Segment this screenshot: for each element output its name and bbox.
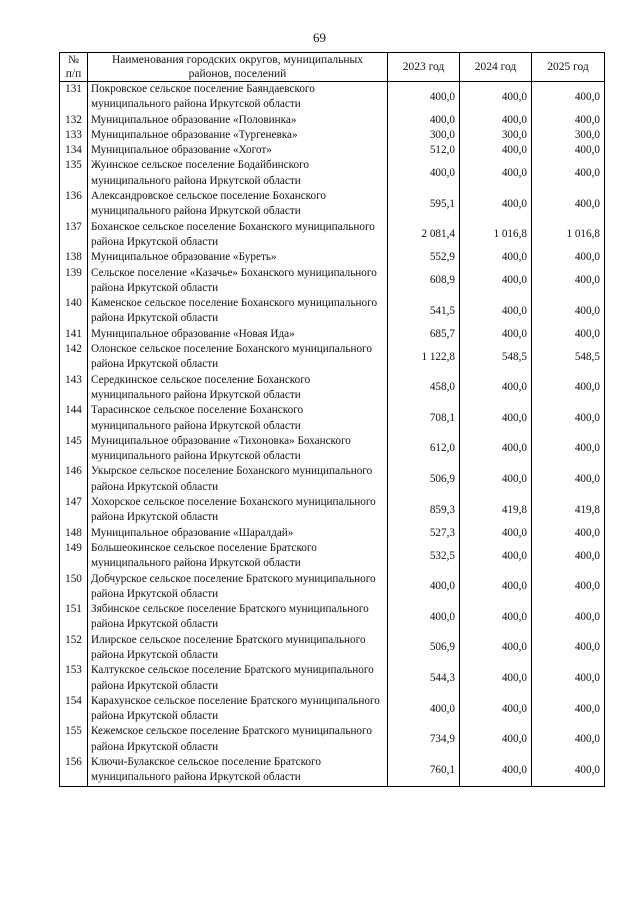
row-value-2023: 1 122,8 — [388, 342, 460, 373]
row-value-2024: 400,0 — [460, 158, 532, 189]
row-name: Сельское поселение «Казачье» Боханского муниципального района Иркутской области — [88, 266, 388, 297]
row-value-2024: 400,0 — [460, 373, 532, 404]
table-row — [60, 755, 605, 786]
row-value-2024: 400,0 — [460, 250, 532, 265]
table-row — [60, 158, 605, 189]
table-row — [60, 663, 605, 694]
table-row — [60, 373, 605, 404]
row-name: Большеокинское сельское поселение Братского муниципального района Иркутской области — [88, 541, 388, 572]
col-header-name: Наименования городских округов, муниципальных районов, поселений — [88, 53, 388, 82]
table-row — [60, 724, 605, 755]
row-value-2025: 400,0 — [532, 663, 605, 694]
row-value-2025: 400,0 — [532, 189, 605, 220]
row-number: 140 — [60, 296, 88, 327]
row-value-2024: 400,0 — [460, 296, 532, 327]
row-value-2024: 400,0 — [460, 143, 532, 158]
row-value-2025: 400,0 — [532, 633, 605, 664]
row-value-2024: 1 016,8 — [460, 220, 532, 251]
row-number: 138 — [60, 250, 88, 265]
row-number: 152 — [60, 633, 88, 664]
row-value-2025: 400,0 — [532, 143, 605, 158]
row-name: Олонское сельское поселение Боханского муниципального района Иркутской области — [88, 342, 388, 373]
row-value-2025: 400,0 — [532, 694, 605, 725]
row-number: 153 — [60, 663, 88, 694]
row-value-2023: 734,9 — [388, 724, 460, 755]
row-value-2024: 400,0 — [460, 189, 532, 220]
row-value-2023: 608,9 — [388, 266, 460, 297]
row-number: 155 — [60, 724, 88, 755]
table-row — [60, 694, 605, 725]
row-number: 147 — [60, 495, 88, 526]
row-name: Жуинское сельское поселение Бодайбинского муниципального района Иркутской области — [88, 158, 388, 189]
row-name: Кежемское сельское поселение Братского муниципального района Иркутской области — [88, 724, 388, 755]
row-value-2025: 400,0 — [532, 572, 605, 603]
row-number: 156 — [60, 755, 88, 786]
row-number: 151 — [60, 602, 88, 633]
row-value-2024: 400,0 — [460, 434, 532, 465]
table-row — [60, 526, 605, 541]
row-name: Илирское сельское поселение Братского муниципального района Иркутской области — [88, 633, 388, 664]
row-number: 144 — [60, 403, 88, 434]
row-value-2023: 532,5 — [388, 541, 460, 572]
row-name: Муниципальное образование «Половинка» — [88, 113, 388, 128]
row-value-2025: 400,0 — [532, 602, 605, 633]
table-row — [60, 82, 605, 113]
row-number: 131 — [60, 82, 88, 113]
row-value-2025: 400,0 — [532, 296, 605, 327]
row-value-2024: 400,0 — [460, 572, 532, 603]
table-row — [60, 266, 605, 297]
row-name: Добчурское сельское поселение Братского муниципального района Иркутской области — [88, 572, 388, 603]
row-number: 134 — [60, 143, 88, 158]
row-number: 145 — [60, 434, 88, 465]
row-value-2023: 458,0 — [388, 373, 460, 404]
table-row — [60, 434, 605, 465]
col-header-2023: 2023 год — [388, 53, 460, 82]
row-number: 142 — [60, 342, 88, 373]
table-row — [60, 189, 605, 220]
row-number: 143 — [60, 373, 88, 404]
row-value-2025: 400,0 — [532, 464, 605, 495]
row-value-2023: 506,9 — [388, 633, 460, 664]
row-name: Середкинское сельское поселение Боханского муниципального района Иркутской области — [88, 373, 388, 404]
row-value-2025: 400,0 — [532, 755, 605, 786]
row-value-2024: 400,0 — [460, 694, 532, 725]
row-value-2024: 400,0 — [460, 266, 532, 297]
table-row — [60, 602, 605, 633]
row-value-2024: 300,0 — [460, 128, 532, 143]
row-value-2025: 400,0 — [532, 724, 605, 755]
row-number: 136 — [60, 189, 88, 220]
row-name: Александровское сельское поселение Боханского муниципального района Иркутской области — [88, 189, 388, 220]
table-row — [60, 113, 605, 128]
table-row — [60, 296, 605, 327]
row-number: 148 — [60, 526, 88, 541]
row-value-2023: 552,9 — [388, 250, 460, 265]
row-value-2023: 595,1 — [388, 189, 460, 220]
table-row — [60, 464, 605, 495]
budget-table — [59, 52, 605, 787]
row-value-2023: 541,5 — [388, 296, 460, 327]
row-number: 150 — [60, 572, 88, 603]
row-number: 146 — [60, 464, 88, 495]
row-value-2024: 400,0 — [460, 663, 532, 694]
row-name: Покровское сельское поселение Баяндаевского муниципального района Иркутской области — [88, 82, 388, 113]
row-value-2024: 400,0 — [460, 403, 532, 434]
col-header-num: № п/п — [60, 53, 88, 82]
row-number: 135 — [60, 158, 88, 189]
row-value-2024: 400,0 — [460, 724, 532, 755]
row-name: Боханское сельское поселение Боханского муниципального района Иркутской области — [88, 220, 388, 251]
row-number: 149 — [60, 541, 88, 572]
table-row — [60, 342, 605, 373]
table-row — [60, 143, 605, 158]
table-row — [60, 572, 605, 603]
row-value-2023: 685,7 — [388, 327, 460, 342]
table-body — [60, 82, 605, 787]
row-value-2024: 400,0 — [460, 113, 532, 128]
row-number: 132 — [60, 113, 88, 128]
row-value-2024: 400,0 — [460, 602, 532, 633]
row-value-2025: 400,0 — [532, 113, 605, 128]
row-value-2023: 400,0 — [388, 694, 460, 725]
table-row — [60, 128, 605, 143]
row-value-2023: 506,9 — [388, 464, 460, 495]
row-value-2025: 400,0 — [532, 250, 605, 265]
row-value-2024: 400,0 — [460, 633, 532, 664]
row-value-2023: 400,0 — [388, 82, 460, 113]
table-row — [60, 250, 605, 265]
row-number: 141 — [60, 327, 88, 342]
row-name: Карахунское сельское поселение Братского муниципального района Иркутской области — [88, 694, 388, 725]
row-name: Укырское сельское поселение Боханского муниципального района Иркутской области — [88, 464, 388, 495]
row-value-2025: 400,0 — [532, 158, 605, 189]
row-value-2024: 548,5 — [460, 342, 532, 373]
row-number: 139 — [60, 266, 88, 297]
row-value-2024: 400,0 — [460, 464, 532, 495]
row-name: Каменское сельское поселение Боханского муниципального района Иркутской области — [88, 296, 388, 327]
col-header-2024: 2024 год — [460, 53, 532, 82]
col-header-2025: 2025 год — [532, 53, 605, 82]
table-row — [60, 327, 605, 342]
row-value-2023: 527,3 — [388, 526, 460, 541]
row-name: Муниципальное образование «Хогот» — [88, 143, 388, 158]
row-name: Муниципальное образование «Тургеневка» — [88, 128, 388, 143]
table-row — [60, 633, 605, 664]
row-name: Муниципальное образование «Тихоновка» Боханского муниципального района Иркутской области — [88, 434, 388, 465]
row-value-2024: 400,0 — [460, 82, 532, 113]
row-value-2025: 400,0 — [532, 373, 605, 404]
row-value-2025: 400,0 — [532, 403, 605, 434]
row-name: Хохорское сельское поселение Боханского муниципального района Иркутской области — [88, 495, 388, 526]
row-value-2023: 512,0 — [388, 143, 460, 158]
row-value-2023: 612,0 — [388, 434, 460, 465]
row-value-2023: 300,0 — [388, 128, 460, 143]
row-value-2024: 400,0 — [460, 526, 532, 541]
row-name: Ключи-Булакское сельское поселение Братского муниципального района Иркутской области — [88, 755, 388, 786]
row-value-2023: 708,1 — [388, 403, 460, 434]
row-value-2023: 2 081,4 — [388, 220, 460, 251]
row-value-2023: 760,1 — [388, 755, 460, 786]
row-name: Муниципальное образование «Новая Ида» — [88, 327, 388, 342]
table-row — [60, 495, 605, 526]
row-value-2025: 400,0 — [532, 526, 605, 541]
row-value-2025: 400,0 — [532, 327, 605, 342]
row-name: Муниципальное образование «Буреть» — [88, 250, 388, 265]
row-value-2023: 400,0 — [388, 572, 460, 603]
row-name: Зябинское сельское поселение Братского муниципального района Иркутской области — [88, 602, 388, 633]
row-name: Калтукское сельское поселение Братского муниципального района Иркутской области — [88, 663, 388, 694]
row-value-2024: 400,0 — [460, 541, 532, 572]
row-value-2024: 400,0 — [460, 327, 532, 342]
row-name: Муниципальное образование «Шаралдай» — [88, 526, 388, 541]
row-value-2023: 400,0 — [388, 602, 460, 633]
row-value-2023: 400,0 — [388, 113, 460, 128]
table-header-row — [60, 53, 605, 82]
row-value-2025: 419,8 — [532, 495, 605, 526]
row-value-2025: 400,0 — [532, 434, 605, 465]
page-number: 69 — [313, 30, 326, 45]
row-value-2025: 548,5 — [532, 342, 605, 373]
row-value-2025: 400,0 — [532, 541, 605, 572]
row-number: 154 — [60, 694, 88, 725]
row-value-2025: 400,0 — [532, 82, 605, 113]
row-number: 133 — [60, 128, 88, 143]
row-value-2025: 400,0 — [532, 266, 605, 297]
table-row — [60, 220, 605, 251]
row-value-2024: 400,0 — [460, 755, 532, 786]
row-value-2023: 400,0 — [388, 158, 460, 189]
row-value-2023: 859,3 — [388, 495, 460, 526]
row-value-2025: 300,0 — [532, 128, 605, 143]
table-row — [60, 541, 605, 572]
row-number: 137 — [60, 220, 88, 251]
row-value-2023: 544,3 — [388, 663, 460, 694]
row-value-2025: 1 016,8 — [532, 220, 605, 251]
row-value-2024: 419,8 — [460, 495, 532, 526]
row-name: Тарасинское сельское поселение Боханского муниципального района Иркутской области — [88, 403, 388, 434]
table-row — [60, 403, 605, 434]
